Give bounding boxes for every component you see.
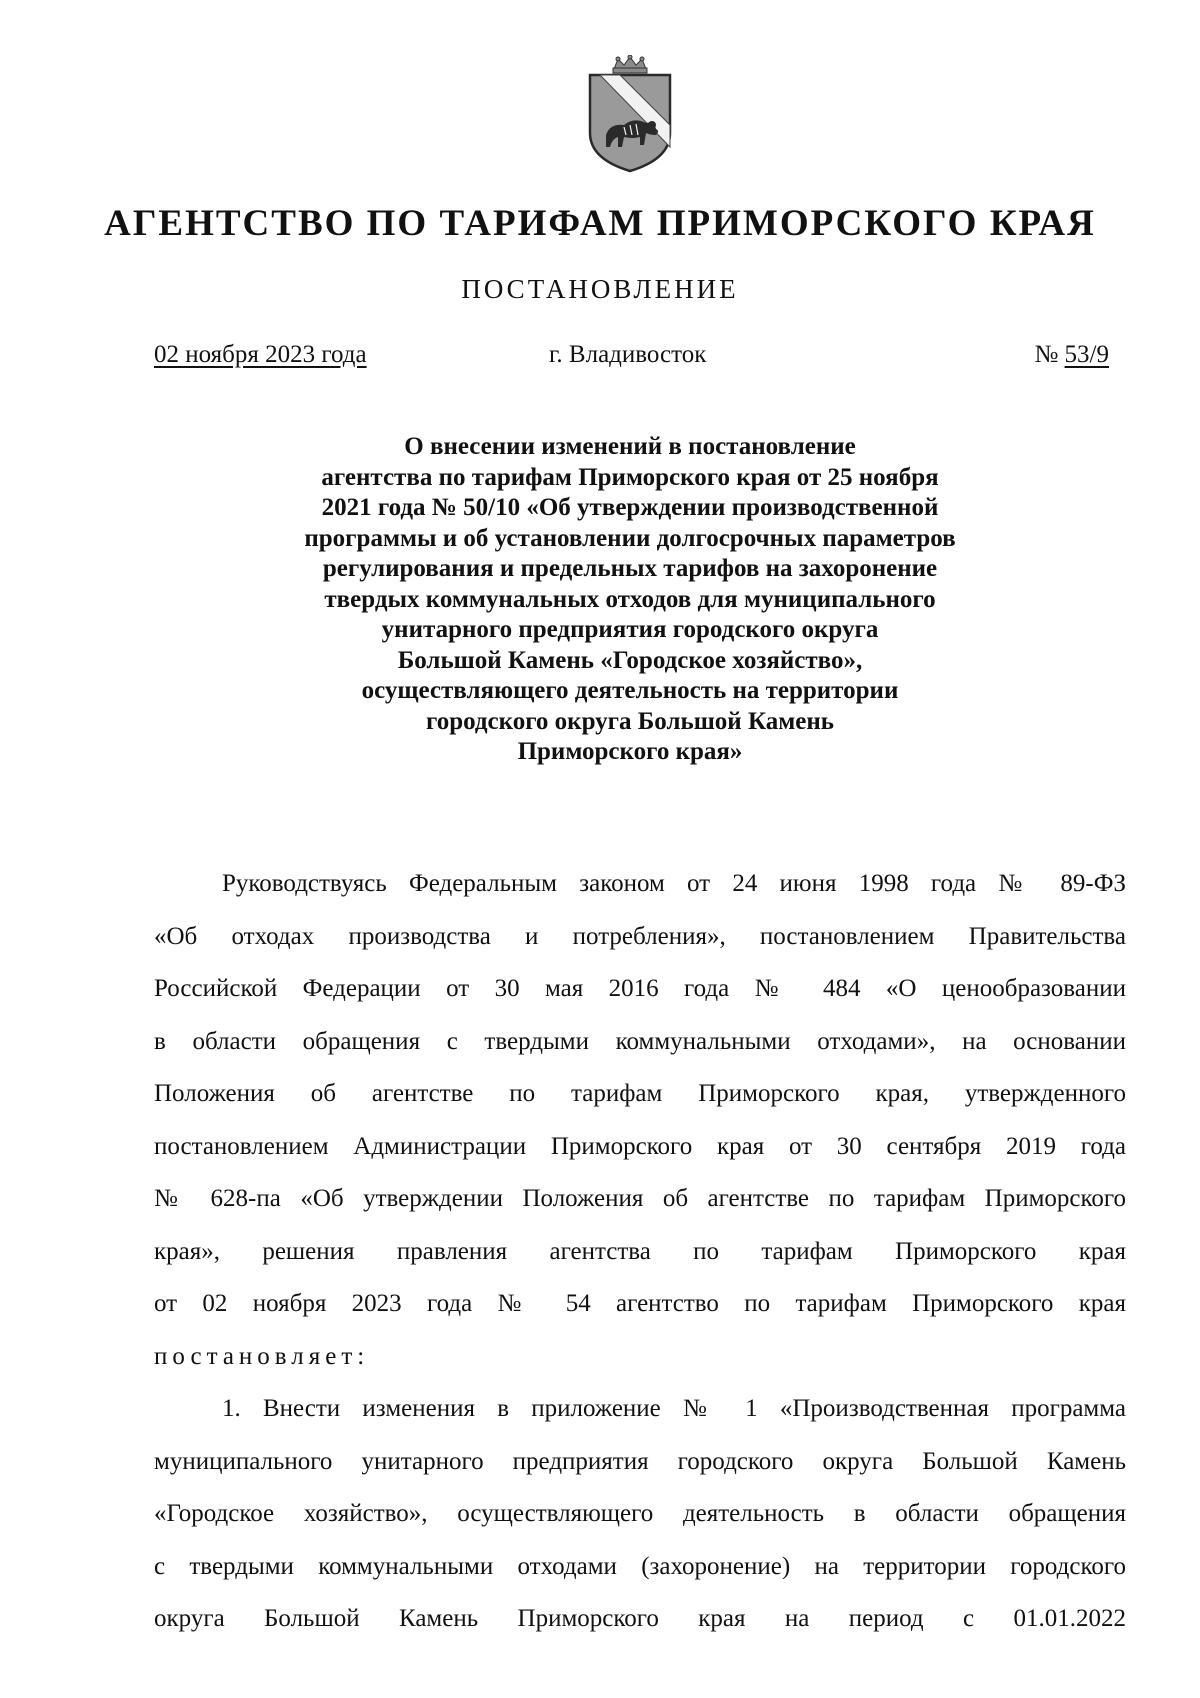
- document-city: г. Владивосток: [549, 341, 707, 368]
- subject-line: Приморского края»: [517, 738, 743, 765]
- subject-line: городского округа Большой Камень: [425, 707, 835, 735]
- subject-line: осуществляющего деятельность на территории: [361, 677, 899, 704]
- document-number-prefix: №: [1034, 341, 1065, 368]
- body-line: № 628-па «Об утверждении Положения об агентстве по тарифам Приморского: [154, 1185, 1126, 1212]
- document-body: [154, 858, 1126, 1646]
- document-meta: [154, 338, 1109, 374]
- body-line: муниципального унитарного предприятия городского округа Большой Камень: [154, 1447, 1126, 1475]
- body-line: «Городское хозяйство», осуществляющего деятельность в области обращения: [154, 1500, 1126, 1527]
- subject-line: О внесении изменений в постановление: [404, 433, 856, 460]
- subject-line: 2021 года № 50/10 «Об утверждении производственной: [321, 494, 939, 521]
- document-type: ПОСТАНОВЛЕНИЕ: [461, 274, 739, 304]
- subject-line: агентства по тарифам Приморского края от 25 ноября: [321, 463, 939, 491]
- document-subject: [150, 432, 1110, 768]
- body-line: Российской Федерации от 30 мая 2016 года № 484 «О ценообразовании: [154, 975, 1126, 1002]
- subject-line: унитарного предприятия городского округа: [381, 616, 879, 643]
- body-line: постановлением Администрации Приморского края от 30 сентября 2019 года: [154, 1132, 1126, 1160]
- body-line: Положения об агентстве по тарифам Приморского края, утвержденного: [154, 1080, 1126, 1107]
- document-number: [1034, 338, 1109, 372]
- document-number-value: 53/9: [1064, 341, 1109, 368]
- body-line: округа Большой Камень Приморского края на период с 01.01.2022: [154, 1605, 1126, 1632]
- subject-line: твердых коммунальных отходов для муниципального: [324, 585, 936, 613]
- subject-line: программы и об установлении долгосрочных параметров: [304, 524, 956, 552]
- body-line: с твердыми коммунальными отходами (захоронение) на территории городского: [154, 1552, 1126, 1580]
- body-line: в области обращения с твердыми коммунальными отходами», на основании: [154, 1027, 1126, 1055]
- body-line: края», решения правления агентства по тарифам Приморского края: [154, 1237, 1126, 1265]
- subject-line: Большой Камень «Городское хозяйство»,: [397, 646, 863, 674]
- body-line: «Об отходах производства и потребления», постановлением Правительства: [154, 922, 1126, 950]
- body-line: Руководствуясь Федеральным законом от 24 июня 1998 года № 89-ФЗ: [222, 870, 1126, 897]
- body-line: 1. Внести изменения в приложение № 1 «Производственная программа: [222, 1395, 1126, 1422]
- body-line: от 02 ноября 2023 года № 54 агентство по тарифам Приморского края: [154, 1290, 1126, 1317]
- document-date: 02 ноября 2023 года: [154, 341, 367, 368]
- coat-of-arms-icon: [584, 55, 676, 175]
- body-line-decree: постановляет:: [154, 1342, 370, 1370]
- agency-title: АГЕНТСТВО ПО ТАРИФАМ ПРИМОРСКОГО КРАЯ: [104, 203, 1096, 244]
- subject-line: регулирования и предельных тарифов на захоронение: [322, 555, 938, 582]
